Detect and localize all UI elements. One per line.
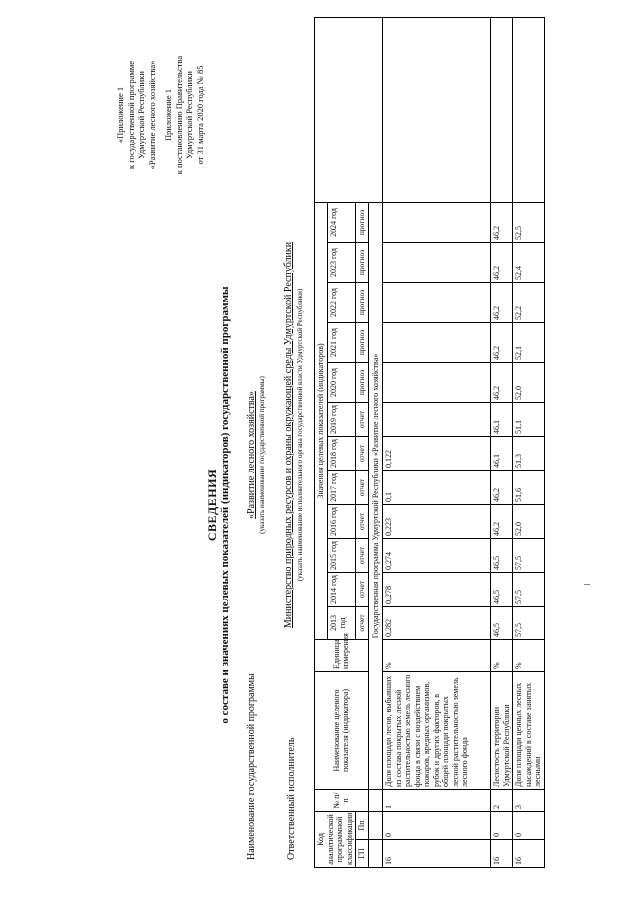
- cell-value: 51,3: [513, 436, 545, 470]
- year-cell: 2023 год: [327, 242, 356, 282]
- cell-value: 52,5: [513, 202, 545, 242]
- cell-value: 46,2: [491, 282, 513, 322]
- cell-value: 52,1: [513, 322, 545, 362]
- program-row-label: Государственная программа Удмуртской Республики «Развитие лесного хозяйства»: [368, 202, 383, 789]
- status-cell: отчет: [356, 402, 369, 436]
- year-cell: 2014 год: [327, 572, 356, 606]
- table-row: [491, 17, 513, 867]
- year-cell: 2018 год: [327, 436, 356, 470]
- appendix-line: Удмуртской Республики: [136, 71, 146, 159]
- cell-value: 46,2: [491, 362, 513, 402]
- table-row: [383, 17, 491, 867]
- cell-value: 57,5: [513, 572, 545, 606]
- header-row: [315, 17, 328, 867]
- year-cell: 2019 год: [327, 402, 356, 436]
- cell-value: 57,5: [513, 606, 545, 639]
- cell-value: [383, 402, 491, 436]
- cell-gp: 16: [383, 840, 491, 868]
- cell-value: 51,6: [513, 470, 545, 504]
- cell-value: [383, 282, 491, 322]
- indicators-table: [314, 17, 545, 868]
- cell-indicator: Доля площади лесов, выбывших из состава покрытых лесной растительностью земель лесного фонда в связи с воздействием пожаров, вредных организмов, рубок и других факторов, в общей площади покрытых лесной растительностью земель лесного фонда: [383, 671, 491, 789]
- cell-value: 57,5: [513, 538, 545, 572]
- table-row: [513, 17, 545, 867]
- cell-value: 0,274: [383, 538, 491, 572]
- header-num: № п/п: [315, 789, 369, 811]
- appendix-line: от 31 марта 2020 года № 85: [194, 65, 205, 165]
- status-cell: отчет: [356, 606, 369, 639]
- cell-value: 46,1: [491, 436, 513, 470]
- cell-unit: %: [383, 639, 491, 671]
- cell-gp: 16: [513, 840, 545, 868]
- status-cell: отчет: [356, 538, 369, 572]
- cell-value: [383, 362, 491, 402]
- status-cell: прогноз: [356, 242, 369, 282]
- cell-pp: 0: [491, 811, 513, 839]
- cell-value: 46,2: [491, 504, 513, 538]
- scan-mark: [584, 584, 590, 585]
- executor-value: Министерство природных ресурсов и охраны окружающей среды Удмуртской Республики: [283, 241, 294, 629]
- cell-value: 52,0: [513, 362, 545, 402]
- cell-value: 52,4: [513, 242, 545, 282]
- program-label: Наименование государственной программы: [246, 673, 257, 860]
- empty-column: [315, 17, 383, 202]
- year-cell: 2022 год: [327, 282, 356, 322]
- status-cell: отчет: [356, 572, 369, 606]
- cell-value: 0,282: [383, 606, 491, 639]
- cell-value: 0,1: [383, 470, 491, 504]
- program-value: «Развитие лесного хозяйства»: [246, 391, 257, 519]
- cell-value: 46,1: [491, 402, 513, 436]
- cell-value: 0,223: [383, 504, 491, 538]
- year-cell: 2017 год: [327, 470, 356, 504]
- cell-unit: %: [513, 639, 545, 671]
- cell-value: 52,2: [513, 282, 545, 322]
- header-code: Код аналитической программной классификации: [315, 811, 356, 867]
- cell-num: 2: [491, 789, 513, 811]
- status-cell: прогноз: [356, 362, 369, 402]
- year-cell: 2021 год: [327, 322, 356, 362]
- cell-value: 0,278: [383, 572, 491, 606]
- status-cell: отчет: [356, 436, 369, 470]
- appendix-line: Удмуртской Республики: [184, 71, 194, 159]
- appendix-line: к государственной программе: [125, 60, 136, 170]
- year-cell: 2015 год: [327, 538, 356, 572]
- cell-value: 46,2: [491, 322, 513, 362]
- header-unit: Единица измерения: [315, 639, 369, 671]
- appendix-block-1: [163, 20, 205, 210]
- status-cell: прогноз: [356, 202, 369, 242]
- appendix-line: «Приложение 1: [115, 86, 125, 144]
- year-cell: 2024 год: [327, 202, 356, 242]
- status-cell: отчет: [356, 504, 369, 538]
- cell-unit: %: [491, 639, 513, 671]
- header-name: Наименование целевого показателя (индикатора): [315, 671, 369, 789]
- cell-num: 1: [383, 789, 491, 811]
- cell-num: 3: [513, 789, 545, 811]
- cell-pp: 0: [513, 811, 545, 839]
- appendix-line: «Развитие лесного хозяйства»: [146, 60, 157, 170]
- cell-value: [383, 242, 491, 282]
- cell-value: 46,5: [491, 572, 513, 606]
- cell-pp: 0: [383, 811, 491, 839]
- cell-indicator: Доля площади ценных лесных насаждений в составе занятых лесными: [513, 671, 545, 789]
- status-cell: отчет: [356, 470, 369, 504]
- year-cell: 2013 год: [327, 606, 356, 639]
- cell-value: 46,5: [491, 606, 513, 639]
- header-values: Значения целевых показателей (индикаторов): [315, 202, 328, 639]
- status-cell: прогноз: [356, 282, 369, 322]
- document-subtitle: о составе и значениях целевых показателей (индикаторов) государственной программы: [219, 286, 231, 724]
- cell-value: 46,2: [491, 470, 513, 504]
- year-cell: 2020 год: [327, 362, 356, 402]
- executor-hint: (указать наименование исполнительного органа государственной власти Удмуртской Республики): [296, 288, 304, 582]
- cell-value: 52,0: [513, 504, 545, 538]
- executor-label: Ответственный исполнитель: [286, 737, 297, 860]
- cell-indicator: Лесистость территории Удмуртской Республики: [491, 671, 513, 789]
- document-title: СВЕДЕНИЯ: [205, 468, 219, 542]
- cell-value: 46,2: [491, 202, 513, 242]
- cell-value: 46,5: [491, 538, 513, 572]
- header-pp: Пп: [356, 811, 369, 839]
- program-hint: (указать наименование государственной программы): [258, 376, 266, 534]
- cell-value: 46,2: [491, 242, 513, 282]
- cell-value: 51,1: [513, 402, 545, 436]
- cell-value: 0,122: [383, 436, 491, 470]
- year-cell: 2016 год: [327, 504, 356, 538]
- appendix-block-2: [115, 20, 157, 210]
- cell-gp: 16: [491, 840, 513, 868]
- header-gp: ГП: [356, 840, 369, 868]
- cell-value: [383, 322, 491, 362]
- status-cell: прогноз: [356, 322, 369, 362]
- appendix-line: Приложение 1: [163, 89, 173, 141]
- appendix-line: к постановлению Правительства: [173, 55, 184, 175]
- cell-value: [383, 202, 491, 242]
